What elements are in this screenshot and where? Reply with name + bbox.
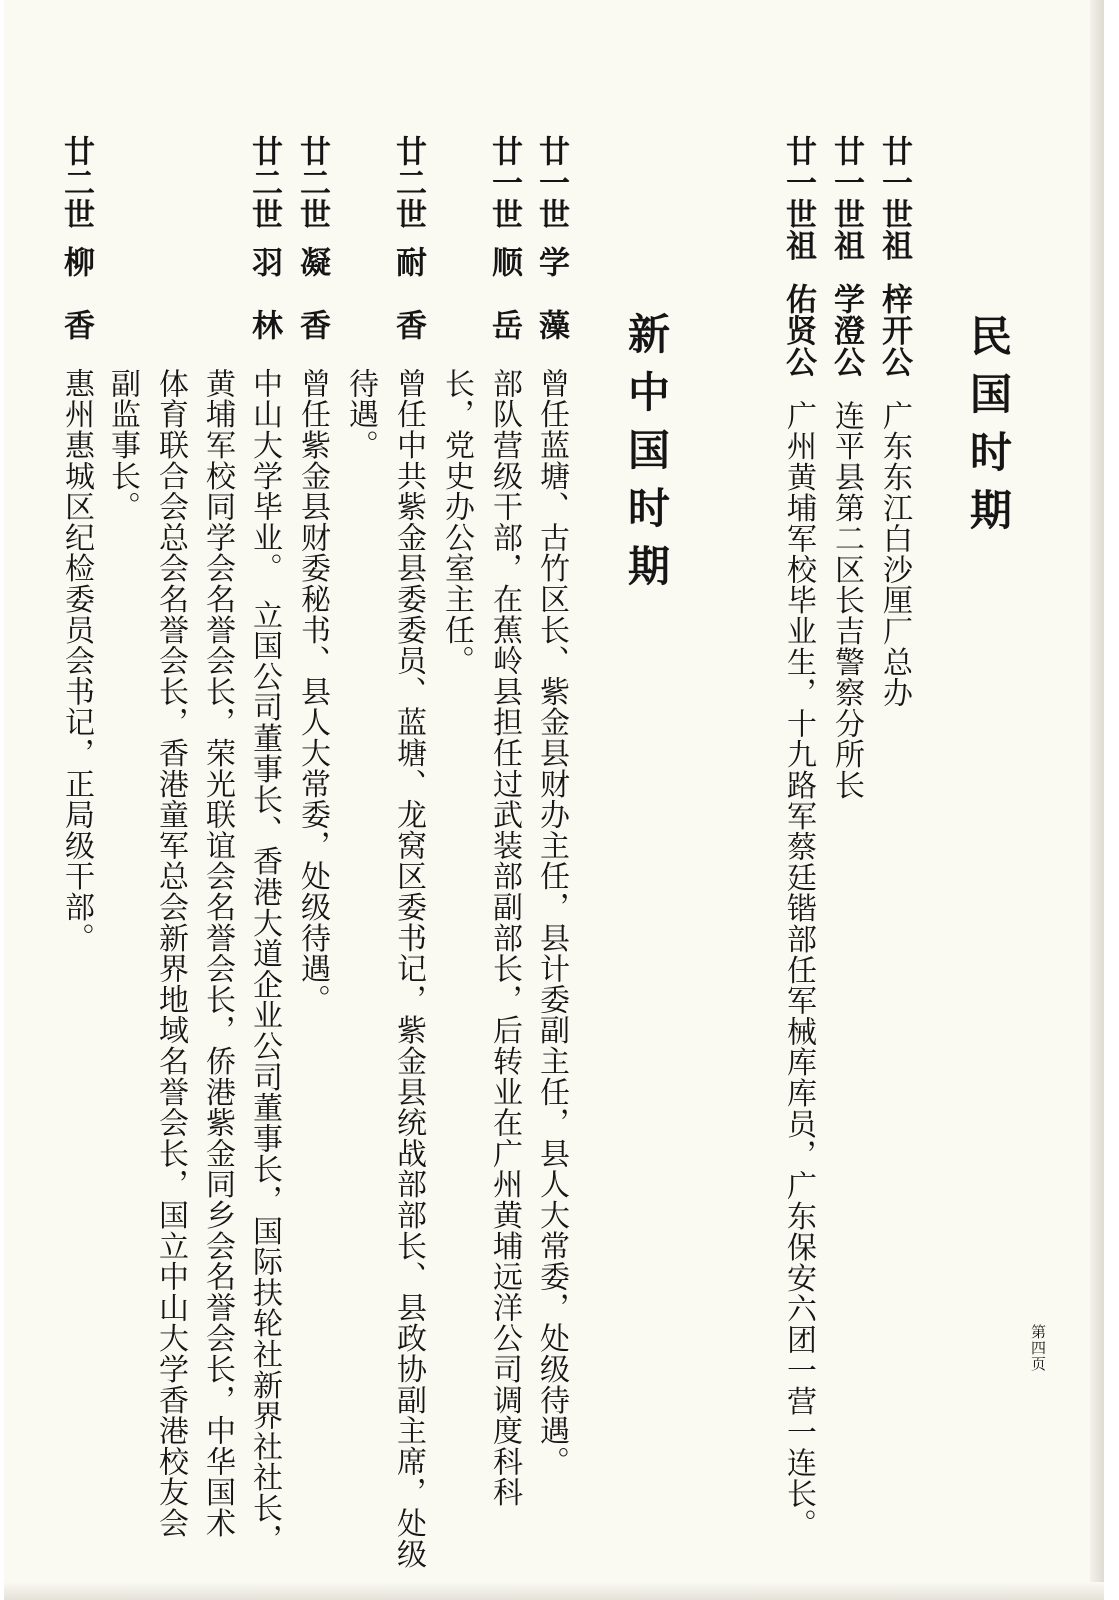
entry-name: 学澄公 xyxy=(828,283,864,378)
page-number: 第四页 xyxy=(1029,1324,1047,1372)
entry-generation: 廿一世 xyxy=(486,135,522,230)
entry-description-continued: 体育联合会总会名誉会长，香港童军总会新界地域名誉会长，国立中山大学香港校友会 xyxy=(153,368,188,1539)
entry-name: 佑贤公 xyxy=(780,283,816,378)
entry-description: 部队营级干部，在蕉岭县担任过武装部副部长，后转业在广州黄埔远洋公司调度科科 xyxy=(487,368,522,1508)
entry-name: 柳 香 xyxy=(58,246,94,341)
entry-name: 顺 岳 xyxy=(486,246,522,341)
entry-generation: 廿一世祖 xyxy=(828,135,864,262)
page-edge-shadow xyxy=(1090,0,1104,1600)
entry-name: 羽 林 xyxy=(246,246,282,341)
entry-description: 广东东江白沙厘厂总办 xyxy=(877,400,912,708)
entry-description: 惠州惠城区纪检委员会书记，正局级干部。 xyxy=(59,368,94,954)
entry-generation: 廿二世 xyxy=(390,135,426,230)
page xyxy=(4,0,1104,1600)
entry-description: 曾任蓝塘、古竹区长、紫金县财办主任，县计委副主任，县人大常委，处级待遇。 xyxy=(534,368,569,1477)
entry-name: 梓开公 xyxy=(876,283,912,378)
entry-generation: 廿一世祖 xyxy=(780,135,816,262)
entry-generation: 廿二世 xyxy=(246,135,282,230)
section-title-minguo: 民国时期 xyxy=(964,314,1013,546)
entry-description-continued: 长，党史办公室主任。 xyxy=(439,368,474,676)
entry-description-continued: 黄埔军校同学会名誉会长，荣光联谊会名誉会长，侨港紫金同乡会名誉会长，中华国术 xyxy=(200,368,235,1539)
page-bottom-shadow xyxy=(4,1582,1104,1600)
entry-description-continued: 待遇。 xyxy=(343,368,378,461)
entry-description: 连平县第二区长吉警察分所长 xyxy=(829,400,864,801)
entry-generation: 廿一世祖 xyxy=(876,135,912,262)
entry-description-continued: 副监事长。 xyxy=(105,368,140,522)
section-title-xinzhongguo: 新中国时期 xyxy=(622,312,671,602)
entry-name: 耐 香 xyxy=(390,246,426,341)
entry-description: 中山大学毕业。 立国公司董事长、香港大道企业公司董事长，国际扶轮社新界社社长， xyxy=(247,368,282,1555)
entry-name: 学 藻 xyxy=(533,246,569,341)
entry-description: 曾任中共紫金县委委员、蓝塘、龙窝区委书记，紫金县统战部部长、县政协副主席，处级 xyxy=(391,368,426,1570)
entry-name: 凝 香 xyxy=(294,246,330,341)
entry-generation: 廿二世 xyxy=(58,135,94,230)
entry-generation: 廿二世 xyxy=(294,135,330,230)
entry-generation: 廿一世 xyxy=(533,135,569,230)
entry-description: 广州黄埔军校毕业生，十九路军蔡廷锴部任军械库库员，广东保安六团一营一连长。 xyxy=(781,400,816,1540)
entry-description: 曾任紫金县财委秘书、县人大常委，处级待遇。 xyxy=(295,368,330,1015)
